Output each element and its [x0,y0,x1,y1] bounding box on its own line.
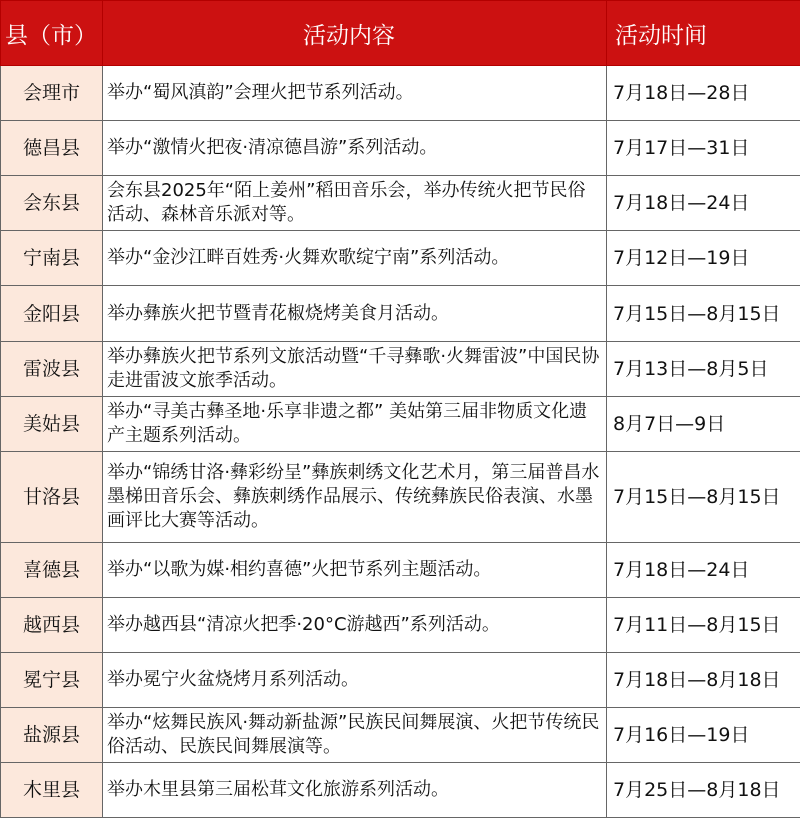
time-cell: 7月15日—8月15日 [607,286,800,342]
time-cell: 7月18日—24日 [607,543,800,598]
content-cell: 举办“炫舞民族风·舞动新盐源”民族民间舞展演、火把节传统民俗活动、民族民间舞展演等。 [103,708,607,763]
county-cell: 会东县 [1,176,103,231]
table-row [1,121,800,176]
table-row [1,397,800,452]
content-cell: 举办“金沙江畔百姓秀·火舞欢歌绽宁南”系列活动。 [103,231,607,286]
content-cell: 举办越西县“清凉火把季·20°C游越西”系列活动。 [103,598,607,653]
time-cell: 8月7日—9日 [607,397,800,452]
content-cell: 举办“锦绣甘洛·彝彩纷呈”彝族刺绣文化艺术月，第三届普昌水墨梯田音乐会、彝族刺绣作品展示、传统彝族民俗表演、水墨画评比大赛等活动。 [103,452,607,543]
header-content: 活动内容 [103,1,607,66]
time-cell: 7月13日—8月5日 [607,342,800,397]
table-row [1,653,800,708]
county-cell: 美姑县 [1,397,103,452]
time-cell: 7月11日—8月15日 [607,598,800,653]
table-row [1,231,800,286]
time-cell: 7月25日—8月18日 [607,763,800,818]
time-cell: 7月16日—19日 [607,708,800,763]
table-row [1,708,800,763]
content-cell: 举办“蜀风滇韵”会理火把节系列活动。 [103,66,607,121]
header-time: 活动时间 [607,1,800,66]
content-cell: 举办彝族火把节系列文旅活动暨“千寻彝歌·火舞雷波”中国民协走进雷波文旅季活动。 [103,342,607,397]
content-cell: 举办“激情火把夜·清凉德昌游”系列活动。 [103,121,607,176]
table-row [1,342,800,397]
time-cell: 7月18日—24日 [607,176,800,231]
county-cell: 会理市 [1,66,103,121]
table-row [1,66,800,121]
content-cell: 举办木里县第三届松茸文化旅游系列活动。 [103,763,607,818]
table-row [1,598,800,653]
county-cell: 宁南县 [1,231,103,286]
content-cell: 举办彝族火把节暨青花椒烧烤美食月活动。 [103,286,607,342]
time-cell: 7月15日—8月15日 [607,452,800,543]
county-cell: 德昌县 [1,121,103,176]
content-cell: 举办“以歌为媒·相约喜德”火把节系列主题活动。 [103,543,607,598]
time-cell: 7月12日—19日 [607,231,800,286]
header-county: 县（市） [1,1,103,66]
content-cell: 举办冕宁火盆烧烤月系列活动。 [103,653,607,708]
county-cell: 木里县 [1,763,103,818]
county-cell: 金阳县 [1,286,103,342]
time-cell: 7月17日—31日 [607,121,800,176]
table-row [1,543,800,598]
content-cell: 举办“寻美古彝圣地·乐享非遗之都” 美姑第三届非物质文化遗产主题系列活动。 [103,397,607,452]
county-cell: 冕宁县 [1,653,103,708]
county-cell: 喜德县 [1,543,103,598]
county-cell: 甘洛县 [1,452,103,543]
county-cell: 越西县 [1,598,103,653]
content-cell: 会东县2025年“陌上姜州”稻田音乐会，举办传统火把节民俗活动、森林音乐派对等。 [103,176,607,231]
table-row [1,763,800,818]
table-row [1,286,800,342]
table-row [1,452,800,543]
county-cell: 盐源县 [1,708,103,763]
table-row [1,176,800,231]
time-cell: 7月18日—8月18日 [607,653,800,708]
time-cell: 7月18日—28日 [607,66,800,121]
county-cell: 雷波县 [1,342,103,397]
header-row [1,1,800,66]
